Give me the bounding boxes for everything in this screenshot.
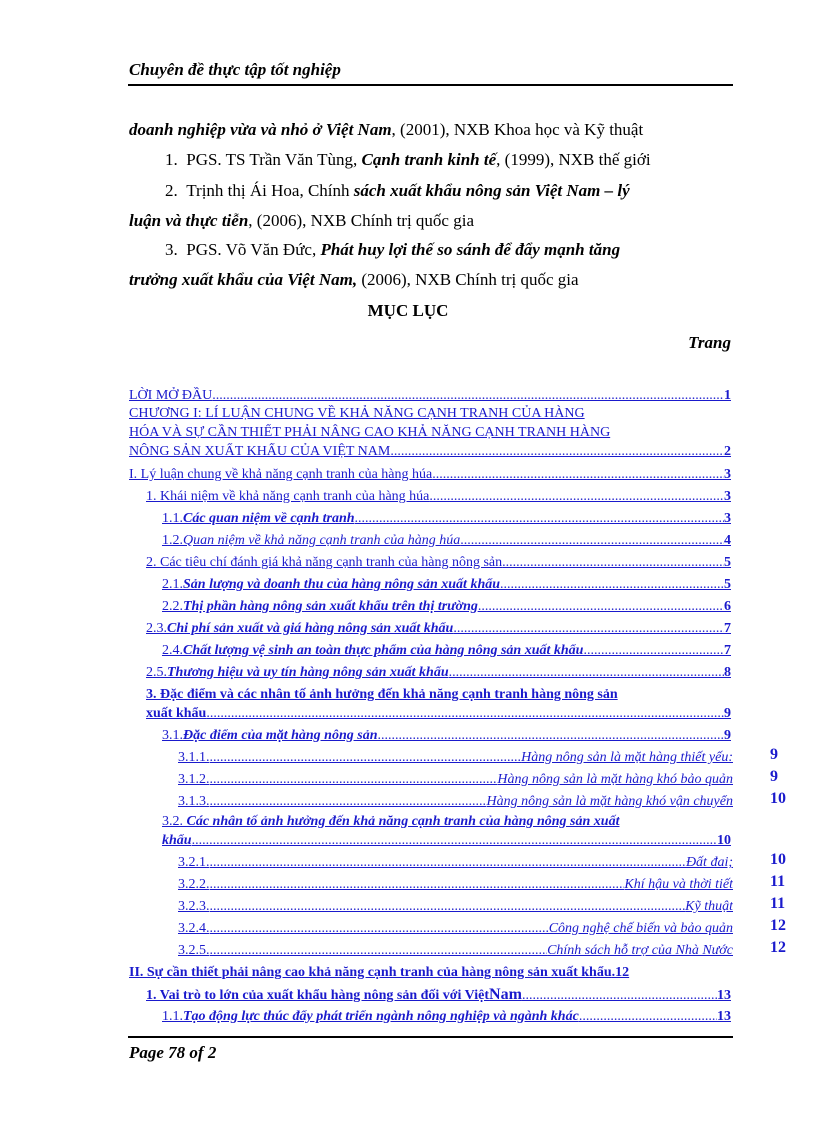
toc-entry[interactable]: LỜI MỞ ĐẦU ..... 1: [129, 387, 731, 405]
toc-entry[interactable]: 3.1.3. ..... Hàng nông sản là mặt hàng khó vận chuyển: [178, 793, 733, 811]
toc-entry-cont[interactable]: HÓA VÀ SỰ CẦN THIẾT PHẢI NÂNG CAO KHẢ NĂNG CẠNH TRANH HÀNG: [129, 425, 611, 440]
toc-entry[interactable]: 2.5. Thương hiệu và uy tín hàng nông sản xuất khẩu ..... 8: [146, 664, 731, 682]
toc-entry[interactable]: 3. Đặc điểm và các nhân tố ảnh hưởng đến khả năng cạnh tranh hàng nông sản: [146, 687, 618, 702]
toc-entry[interactable]: I. Lý luận chung về khả năng cạnh tranh của hàng húa ..... 3: [129, 466, 731, 484]
toc-entry[interactable]: 2.2. Thị phần hàng nông sản xuất khẩu trên thị trường ..... 6: [162, 598, 731, 616]
ref-line-0: doanh nghiệp vừa và nhỏ ở Việt Nam, (2001), NXB Khoa học và Kỹ thuật: [129, 120, 644, 139]
toc-entry[interactable]: 1.2. Quan niệm về khả năng cạnh tranh của hàng húa ..... 4: [162, 532, 731, 550]
toc-page-number: 10: [770, 790, 786, 807]
toc-entry[interactable]: 3.1.2. ..... Hàng nông sản là mặt hàng khó bảo quản: [178, 771, 733, 789]
toc-entry[interactable]: 1.1. Các quan niệm về cạnh tranh ..... 3: [162, 510, 731, 528]
toc-entry[interactable]: 3.2.2. ..... Khí hậu và thời tiết: [178, 876, 733, 894]
toc-entry[interactable]: 3.2.3. ..... Kỹ thuật: [178, 898, 733, 916]
footer-rule: [128, 1036, 733, 1038]
toc-entry[interactable]: 3.2. Các nhân tố ảnh hưởng đến khả năng cạnh tranh của hàng nông sản xuất: [162, 814, 620, 829]
toc-page-number: 11: [770, 895, 786, 912]
toc-entry[interactable]: 2.3. Chi phí sản xuất và giá hàng nông sản xuất khẩu ..... 7: [146, 620, 731, 638]
toc-page-number: 9: [770, 768, 778, 785]
toc-page-column-label: Trang: [688, 333, 731, 352]
toc-entry[interactable]: 3.2.1. ..... Đất đai;: [178, 854, 733, 872]
toc-entry[interactable]: CHƯƠNG I: LÍ LUẬN CHUNG VỀ KHẢ NĂNG CẠNH TRANH CỦA HÀNG: [129, 406, 585, 421]
ref-item-3: 3. PGS. Võ Văn Đức, Phát huy lợi thế so sánh để đẩy mạnh tăng: [165, 240, 621, 259]
footer-page-number: Page 78 of 2: [129, 1043, 217, 1062]
toc-entry[interactable]: 2. Các tiêu chí đánh giá khả năng cạnh tranh của hàng nông sản ..... 5: [146, 554, 731, 572]
header-rule: [128, 84, 733, 86]
toc-entry[interactable]: 1. Vai trò to lớn của xuất khẩu hàng nông sản đối với Việt Nam ..... 13: [146, 986, 731, 1005]
toc-entry[interactable]: 1.1. Tạo động lực thúc đẩy phát triển ngành nông nghiệp và ngành khác ..... 13: [162, 1008, 731, 1026]
ref-item-1: 1. PGS. TS Trần Văn Tùng, Cạnh tranh kinh tế, (1999), NXB thế giới: [165, 150, 651, 169]
toc-entry[interactable]: II. Sự cần thiết phải nâng cao khả năng cạnh tranh của hàng nông sản xuất khẩu .12: [129, 965, 630, 980]
toc-entry[interactable]: 3.1.1. ..... Hàng nông sản là mặt hàng thiết yếu:: [178, 749, 733, 767]
toc-page-number: 11: [770, 873, 786, 890]
toc-page-number: 12: [770, 939, 786, 956]
toc-entry[interactable]: 3.2.5. ..... Chính sách hỗ trợ của Nhà Nước: [178, 942, 733, 960]
toc-page-number: 9: [770, 746, 778, 763]
toc-entry[interactable]: 2.4. Chất lượng vệ sinh an toàn thực phẩm của hàng nông sản xuất khẩu ..... 7: [162, 642, 731, 660]
toc-page-number: 10: [770, 851, 786, 868]
toc-entry[interactable]: 3.1. Đặc điểm của mặt hàng nông sản ..... 9: [162, 727, 731, 745]
toc-entry[interactable]: 3.2.4. ..... Công nghệ chế biến và bảo quản: [178, 920, 733, 938]
toc-title: MỤC LỤC: [367, 301, 449, 320]
ref-item-2-cont: luận và thực tiễn, (2006), NXB Chính trị quốc gia: [129, 211, 474, 230]
ref-item-2: 2. Trịnh thị Ái Hoa, Chính sách xuất khẩu nông sản Việt Nam – lý: [165, 181, 630, 200]
toc-entry-cont[interactable]: xuất khẩu ..... 9: [146, 705, 731, 723]
toc-entry[interactable]: 2.1. Sản lượng và doanh thu của hàng nông sản xuất khẩu ..... 5: [162, 576, 731, 594]
toc-entry[interactable]: 1. Khái niệm về khả năng cạnh tranh của hàng húa ..... 3: [146, 488, 731, 506]
toc-entry-cont[interactable]: khẩu ..... 10: [162, 832, 731, 850]
header-title: Chuyên đề thực tập tốt nghiệp: [129, 60, 341, 79]
ref-item-3-cont: trưởng xuất khẩu của Việt Nam, (2006), NXB Chính trị quốc gia: [129, 270, 579, 289]
toc-page-number: 12: [770, 917, 786, 934]
toc-entry-cont[interactable]: NÔNG SẢN XUẤT KHẨU CỦA VIỆT NAM ..... 2: [129, 443, 731, 461]
